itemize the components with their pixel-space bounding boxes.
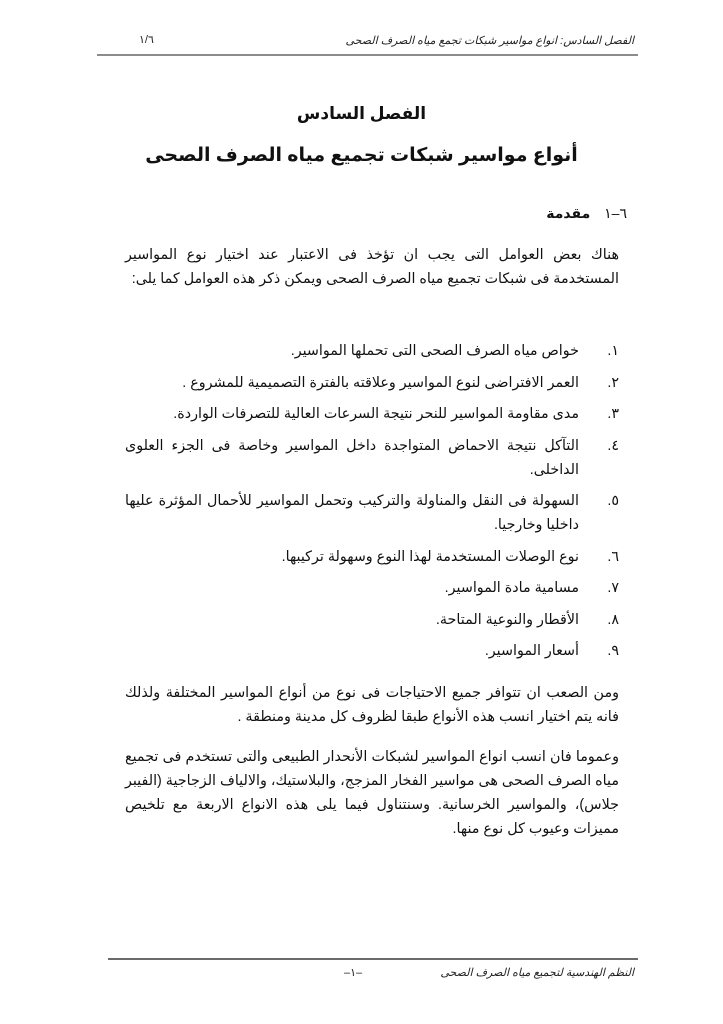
- list-item-text: خواص مياه الصرف الصحى التى تحملها المواسير.: [290, 343, 579, 359]
- section-title: مقدمة: [546, 205, 591, 221]
- list-item: [125, 639, 619, 663]
- list-item-text: مسامية مادة المواسير.: [444, 580, 579, 596]
- header-page-ref: ١/٦: [139, 34, 154, 46]
- list-item: [125, 576, 619, 600]
- list-item: [125, 489, 619, 537]
- footer-book-title: النظم الهندسية لتجميع مياه الصرف الصحى: [440, 967, 634, 979]
- list-marker: ٦.: [607, 548, 619, 565]
- list-marker: ٧.: [607, 580, 619, 596]
- list-marker: ٨.: [607, 611, 619, 628]
- list-item: [125, 608, 619, 632]
- page-footer: [108, 958, 638, 984]
- list-item: [125, 339, 619, 363]
- chapter-title: الفصل السادس: [296, 104, 427, 123]
- factors-list: [125, 339, 619, 671]
- list-item-text: مدى مقاومة المواسير للنحر نتيجة السرعات العالية للتصرفات الواردة.: [173, 406, 579, 422]
- conclusion-paragraph: وعموما فان انسب انواع المواسير لشبكات الأنحدار الطبيعى والتى تستخدم فى تجميع مياه الصرف الصحى هى مواسير الفخار المزجج، والبلاستيك، والالياف الزجاجية (الفيبر جلاس)، والمواسير الخرسانية. وسنتناول فيما يلى هذه الانواع الاربعة مع تلخيص مميزات وعيوب كل نوع منها.: [124, 749, 619, 837]
- list-item-text: أسعار المواسير.: [484, 643, 579, 659]
- list-item-text: نوع الوصلات المستخدمة لهذا النوع وسهولة تركيبها.: [281, 548, 579, 565]
- list-item-text: السهولة فى النقل والمناولة والتركيب وتحمل المواسير للأحمال المؤثرة عليها داخليا وخارجيا.: [125, 493, 579, 533]
- section-number: ٦–١: [604, 205, 627, 221]
- page-number: –١–: [344, 967, 363, 979]
- list-item-text: الأقطار والنوعية المتاحة.: [435, 611, 579, 628]
- difficulty-paragraph: ومن الصعب ان تتوافر جميع الاحتياجات فى نوع من أنواع المواسير المختلفة ولذلك فانه يتم اختيار انسب هذه الأنواع طبقا لظروف كل مدينة ومنطقة .: [125, 685, 619, 725]
- running-title: الفصل السادس: انواع مواسير شبكات تجمع مياه الصرف الصحى: [345, 35, 634, 47]
- list-marker: ٩.: [607, 643, 619, 659]
- page-header: [97, 30, 638, 56]
- list-item: [125, 434, 619, 482]
- list-item: [125, 371, 619, 395]
- list-marker: ٤.: [607, 437, 619, 454]
- list-item: [125, 402, 619, 426]
- list-marker: ٥.: [607, 493, 619, 509]
- list-item-text: العمر الافتراضى لنوع المواسير وعلاقته بالفترة التصميمية للمشروع .: [182, 374, 579, 391]
- intro-paragraph: هناك بعض العوامل التى يجب ان تؤخذ فى الاعتبار عند اختيار نوع المواسير المستخدمة فى شبكات تجميع مياه الصرف الصحى ويمكن ذكر هذه العوامل كما يلى:: [125, 247, 619, 287]
- list-marker: ١.: [607, 343, 619, 359]
- list-item: [125, 545, 619, 569]
- list-marker: ٣.: [607, 406, 619, 422]
- list-marker: ٢.: [607, 374, 619, 391]
- chapter-subtitle: أنواع مواسير شبكات تجميع مياه الصرف الصحى: [145, 145, 578, 166]
- section-heading: [546, 205, 627, 222]
- list-item-text: التآكل نتيجة الاحماض المتواجدة داخل المواسير وخاصة فى الجزء العلوى الداخلى.: [125, 437, 579, 478]
